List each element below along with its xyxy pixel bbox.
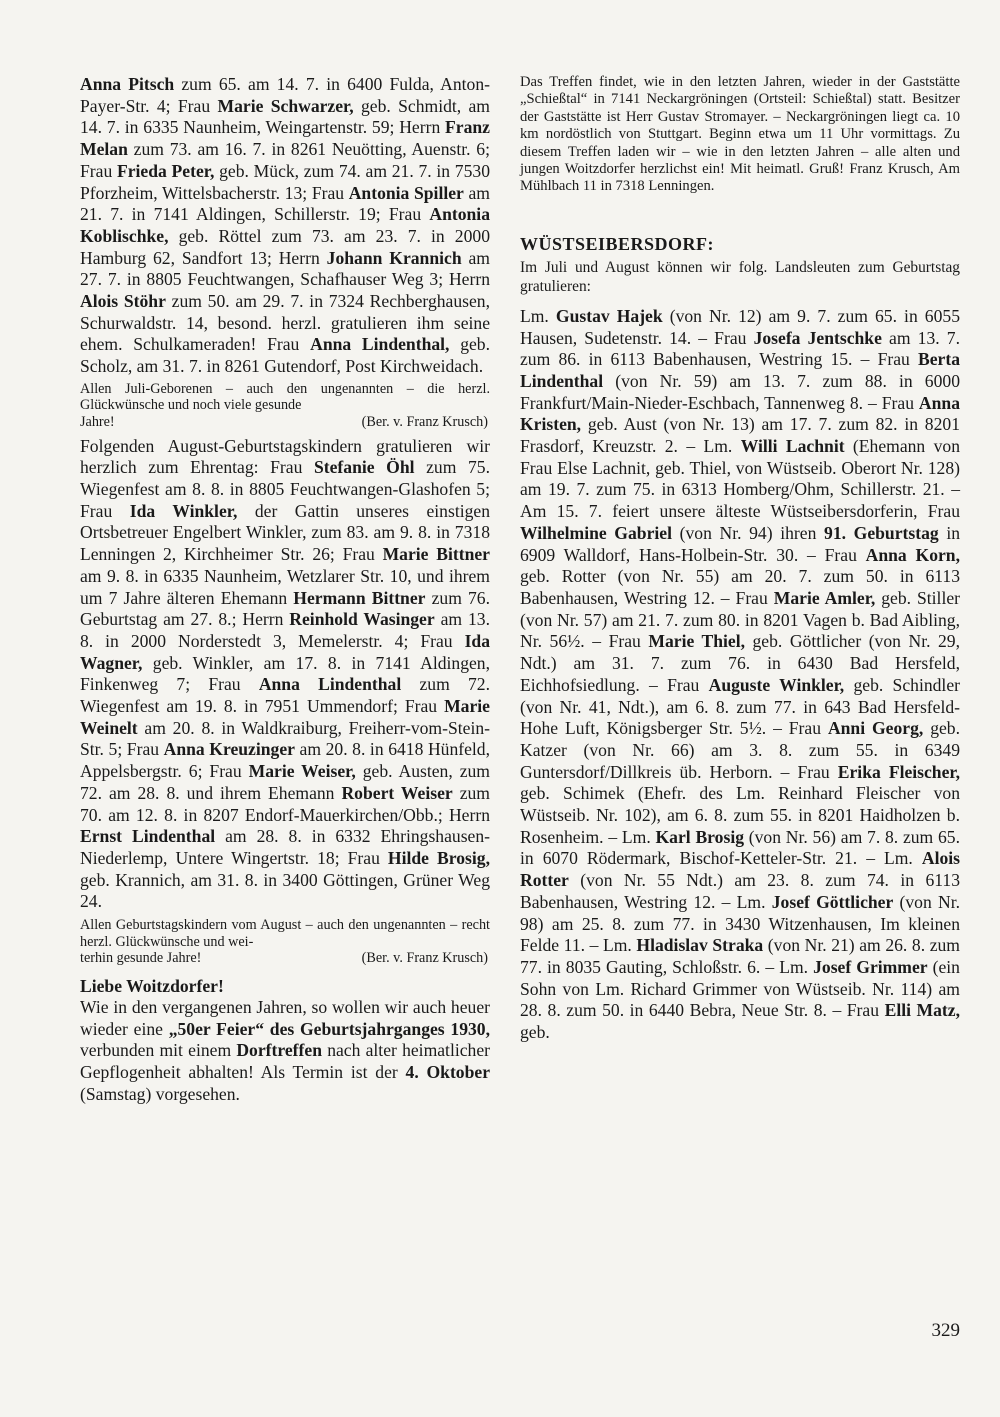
text-run: Folgenden August-Geburtstagskindern gratulieren wir herzlich zum Ehrentag: Frau [80,435,490,478]
text-run: zum 73. am 16. 7. in 8261 Neuötting, Auenstr. 6; Frau [80,139,490,181]
person-name: Anna Lindenthal [258,674,402,695]
text-run: geb. Aust (von Nr. 13) am 17. 7. zum 82. in 8201 Frasdorf, Kreuzstr. 2. – Lm. [520,414,960,457]
person-name: Antonia Koblischke, [80,204,490,246]
meeting-details: Das Treffen findet, wie in den letzten Jahren, wieder in der Gaststätte „Schießtal“ in 7141 Neckargröningen (Ortsteil: Schießtal) statt. Besitzer der Gaststätte ist Herr Gustav Stromayer. – Neckargröningen liegt ca. 10 km nordöstlich von Stuttgart. Beginn etwa um 11 Uhr vormittags. Zu diesem Treffen laden wir – wie in den letzten Jahren – alle alten und jungen Woitzdorfer herzlichst ein! Mit heimatl. Gruß! Franz Krusch, Am Mühlbach 11 in 7318 Lenningen. [520,74,960,195]
person-name: Reinhold Wasinger [289,609,435,630]
text-run: geb. [520,1022,550,1043]
text-run: geb. Röttel zum 73. am 23. 7. in 2000 Hamburg 62, Sandfort 13; Herrn [80,225,490,268]
august-note-text: Allen Geburtstagskindern vom August – auch den ungenannten – recht herzl. Glückwünsche und wei- [80,917,490,950]
text-run: geb. Schmidt, am 14. 7. in 6335 Naunheim, Weingartenstr. 59; Herrn [80,95,490,138]
text-run: (von Nr. 55 Ndt.) am 23. 8. zum 74. in 6113 Babenhausen, Westring 12. – Lm. [520,870,960,912]
text-run: (von Nr. 56) am 7. 8. zum 65. in 6070 Rödermark, Bischof-Ketteler-Str. 21. – Lm. [520,826,960,869]
person-name: Alois Stöhr [80,291,166,312]
person-name: Dorftreffen [236,1040,322,1061]
text-run: (Ehemann von Frau Else Lachnit, geb. Thiel, von Wüstseib. Oberort Nr. 128) am 19. 7. zum 75. in 6313 Homberg/Ohm, Schillerstr. 21. – Am 15. 7. feiert unsere älteste Wüstseibersdorferin, Frau [520,436,960,522]
text-run: Wie in den vergangenen Jahren, so wollen wir auch heuer wieder eine [80,996,490,1039]
birthday-list-july [80,74,490,378]
person-name: Stefanie Öhl [313,457,415,478]
august-note-signature-line [80,950,490,967]
person-name: Wilhelmine Gabriel [520,522,672,543]
person-name: Elli Matz, [884,1000,960,1021]
person-name: Ida Winkler, [129,500,238,521]
person-name: Marie Bittner [382,544,490,565]
text-run: am 28. 8. in 6332 Ehringshausen-Niederlemp, Untere Wingertstr. 18; Frau [80,826,490,868]
august-greeting-note [80,917,490,967]
person-name: Marie Schwarzer, [217,95,354,116]
august-note-last: terhin gesunde Jahre! [80,950,202,967]
person-name: Gustav Hajek [555,305,663,326]
section-title-wuestseibersdorf: WÜSTSEIBERSDORF: [520,233,715,254]
text-run: in 6909 Walldorf, Hans-Holbein-Str. 30. – Frau [520,522,961,565]
text-run: am 9. 8. in 6335 Naunheim, Wetzlarer Str. 10, und ihrem um 7 Jahre älteren Ehemann [80,565,490,608]
text-run: geb. Schimek (Ehefr. des Lm. Reinhard Fleischer von Wüstseib. Nr. 102), am 6. 8. zum 55. in 8201 Haidholzen b. Rosenheim. – Lm. [520,783,960,847]
person-name: Johann Krannich [326,247,462,268]
person-name: Berta Lindenthal [520,349,960,391]
person-name: Josef Göttlicher [771,891,894,912]
text-run: am 20. 8. in Waldkraiburg, Freiherr-vom-Stein-Str. 5; Frau [80,717,490,760]
person-name: Anna Kristen, [520,392,960,435]
text-run: zum 50. am 29. 7. in 7324 Rechberghausen, Schurwaldstr. 14, besond. herzl. gratulieren ihm seine ehem. Schulkameraden! Frau [80,291,490,355]
text-run: Lm. [520,305,556,326]
text-run: am 27. 7. in 8805 Feuchtwangen, Schafhauser Weg 3; Herrn [80,247,490,290]
person-name: Hladislav Straka [636,935,764,956]
july-note-signature-line [80,414,490,431]
text-run: am 21. 7. in 7141 Aldingen, Schillerstr. 19; Frau [80,182,490,225]
person-name: Anna Lindenthal, [310,334,450,355]
text-run: geb. Katzer (von Nr. 66) am 3. 8. zum 55. in 6349 Guntersdorf/Dillkreis üb. Herborn. – Frau [520,718,960,782]
text-run: geb. Rotter (von Nr. 55) am 20. 7. zum 50. in 6113 Babenhausen, Westring 12. – Frau [520,566,960,608]
person-name: Marie Weiser, [248,761,356,782]
person-name: „50er Feier“ des Geburtsjahrganges 1930, [168,1018,490,1039]
text-run: (von Nr. 59) am 13. 7. zum 88. in 6000 Frankfurt/Main-Nieder-Eschbach, Tannenweg 8. – Frau [520,370,960,413]
person-name: Robert Weiser [341,782,453,803]
july-note-signature: (Ber. v. Franz Krusch) [361,414,488,431]
person-name: Josefa Jentschke [753,327,882,348]
person-name: Anna Kreuzinger [163,739,295,760]
text-run: geb. Stiller (von Nr. 57) am 21. 7. zum 80. in 8201 Vagen b. Bad Aibling, Nr. 56½. – Frau [520,587,960,652]
person-name: Frieda Peter, [116,160,215,181]
august-note-signature: (Ber. v. Franz Krusch) [361,950,488,967]
person-name: Willi Lachnit [740,436,845,457]
text-run: (von Nr. 98) am 25. 8. zum 77. in 3430 Witzenhausen, Im kleinen Felde 11. – Lm. [520,891,960,956]
left-column [80,74,490,1105]
text-run: geb. Schindler (von Nr. 41, Ndt.), am 6. 8. zum 77. in 643 Bad Hersfeld-Hohe Luft, Königsberger Str. 5½. – Frau [520,674,960,739]
text-run: zum 65. am 14. 7. in 6400 Fulda, Anton-Payer-Str. 4; Frau [80,74,490,116]
person-name: Anna Korn, [865,544,960,565]
right-column [520,74,960,1044]
person-name: Hermann Bittner [293,587,426,608]
text-run: zum 75. Wiegenfest am 8. 8. in 8805 Feuchtwangen-Glashofen 5; Frau [80,457,490,521]
july-greeting-note [80,381,490,431]
text-run: (von Nr. 12) am 9. 7. zum 65. in 6055 Hausen, Sudetenstr. 14. – Frau [520,305,960,348]
text-run: zum 70. am 12. 8. in 8207 Endorf-Mauerkirchen/Obb.; Herrn [80,782,490,825]
text-run: geb. Krannich, am 31. 8. in 3400 Göttingen, Grüner Weg 24. [80,869,490,912]
text-run: geb. Scholz, am 31. 7. in 8261 Gutendorf, Post Kirchweidach. [80,334,491,377]
person-name: Ernst Lindenthal [80,826,216,847]
person-name: 91. Geburtstag [824,522,939,543]
text-run: am 20. 8. in 6418 Hünfeld, Appelsbergstr. 6; Frau [80,739,491,782]
text-run: geb. Winkler, am 17. 8. in 7141 Aldingen, Finkenweg 7; Frau [80,652,490,695]
person-name: Alois Rotter [520,848,960,891]
person-name: Antonia Spiller [348,182,464,203]
text-run: am 13. 7. zum 86. in 6113 Babenhausen, Westring 15. – Frau [520,327,960,370]
text-run: (Samstag) vorgesehen. [80,1083,240,1104]
text-run: nach alter heimatlicher Gepflogenheit abhalten! Als Termin ist der [80,1040,490,1082]
woitzdorf-heading: Liebe Woitzdorfer! [80,975,224,996]
person-name: Ida Wagner, [80,630,490,673]
person-name: Marie Thiel, [648,631,745,652]
text-run: zum 72. Wiegenfest am 19. 8. in 7951 Ummendorf; Frau [80,674,490,717]
text-run: verbunden mit einem [80,1040,237,1061]
reunion-announcement [80,997,490,1106]
person-name: Anni Georg, [827,718,924,739]
person-name: Auguste Winkler, [708,674,845,695]
person-name: 4. Oktober [405,1061,491,1082]
person-name: Franz Melan [80,117,490,160]
text-run: geb. Austen, zum 72. am 28. 8. und ihrem Ehemann [80,761,490,803]
text-run: zum 76. Geburtstag am 27. 8.; Herrn [80,587,490,630]
birthday-list-wuestseibersdorf [520,306,960,1044]
person-name: Hilde Brosig, [387,847,490,868]
page-number: 329 [931,1320,960,1341]
person-name: Marie Weinelt [80,696,490,738]
person-name: Marie Amler, [773,587,876,608]
person-name: Anna Pitsch [80,74,175,94]
text-run: (von Nr. 94) ihren [671,522,825,543]
person-name: Josef Grimmer [813,956,928,977]
person-name: Erika Fleischer, [837,761,960,782]
text-run: geb. Göttlicher (von Nr. 29, Ndt.) am 31. 7. zum 76. in 6430 Bad Hersfeld, Eichhofsiedlung. – Frau [520,631,960,695]
person-name: Karl Brosig [655,826,744,847]
text-run: der Gattin unseres einstigen Ortsbetreuer Engelbert Winkler, zum 83. am 9. 8. in 7318 Lenningen 2, Kirchheimer Str. 26; Frau [80,500,491,565]
section-intro: Im Juli und August können wir folg. Landsleuten zum Geburtstag gratulieren: [520,258,960,295]
july-note-last: Jahre! [80,414,115,431]
july-note-text: Allen Juli-Geborenen – auch den ungenannten – die herzl. Glückwünsche und noch viele gesunde [80,380,490,414]
text-run: geb. Mück, zum 74. am 21. 7. in 7530 Pforzheim, Wittelsbacherstr. 13; Frau [80,160,490,203]
birthday-list-august [80,436,490,913]
text-run: (ein Sohn von Lm. Richard Grimmer von Wüstseib. Nr. 114) am 28. 8. zum 50. in 6440 Bebra, Neue Str. 8. – Frau [520,956,960,1021]
text-run: am 13. 8. in 2000 Norderstedt 3, Memelerstr. 4; Frau [80,609,490,651]
text-run: (von Nr. 21) am 26. 8. zum 77. in 8035 Gauting, Schloßstr. 6. – Lm. [520,935,960,977]
